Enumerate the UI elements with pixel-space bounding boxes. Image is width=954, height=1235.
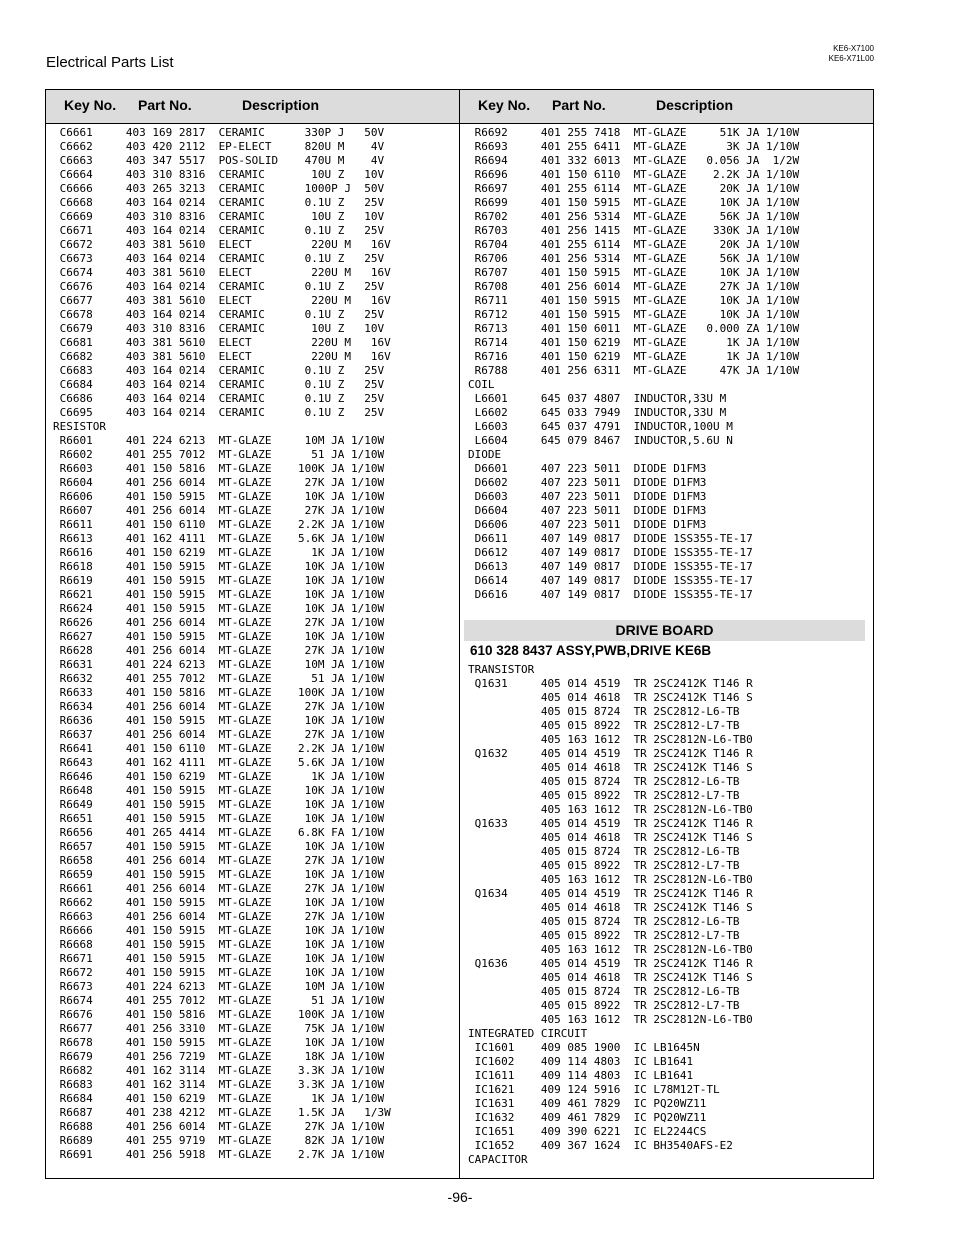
part-row: R6616 401 150 6219 MT-GLAZE 1K JA 1/10W (53, 546, 385, 559)
page-title: Electrical Parts List (46, 54, 174, 71)
column-divider (459, 90, 460, 1178)
part-row: L6602 645 033 7949 INDUCTOR,33U M (468, 406, 727, 419)
part-row: R6601 401 224 6213 MT-GLAZE 10M JA 1/10W (53, 434, 385, 447)
assy-line: 610 328 8437 ASSY,PWB,DRIVE KE6B (470, 643, 712, 658)
part-row: L6603 645 037 4791 INDUCTOR,100U M (468, 420, 733, 433)
part-row: R6602 401 255 7012 MT-GLAZE 51 JA 1/10W (53, 448, 385, 461)
part-row: R6628 401 256 6014 MT-GLAZE 27K JA 1/10W (53, 644, 385, 657)
part-row: D6604 407 223 5011 DIODE D1FM3 (468, 504, 707, 517)
part-row: R6704 401 255 6114 MT-GLAZE 20K JA 1/10W (468, 238, 800, 251)
part-row: 405 014 4618 TR 2SC2412K T146 S (468, 971, 753, 984)
part-row: R6603 401 150 5816 MT-GLAZE 100K JA 1/10W (53, 462, 385, 475)
part-row: C6677 403 381 5610 ELECT 220U M 16V (53, 294, 391, 307)
part-row: IC1652 409 367 1624 IC BH3540AFS-E2 (468, 1139, 733, 1152)
part-row: R6671 401 150 5915 MT-GLAZE 10K JA 1/10W (53, 952, 385, 965)
part-row: R6684 401 150 6219 MT-GLAZE 1K JA 1/10W (53, 1092, 385, 1105)
part-row: R6626 401 256 6014 MT-GLAZE 27K JA 1/10W (53, 616, 385, 629)
part-row: R6788 401 256 6311 MT-GLAZE 47K JA 1/10W (468, 364, 800, 377)
part-row: C6686 403 164 0214 CERAMIC 0.1U Z 25V (53, 392, 385, 405)
part-row: 405 015 8922 TR 2SC2812-L7-TB (468, 789, 740, 802)
part-row: R6691 401 256 5918 MT-GLAZE 2.7K JA 1/10W (53, 1148, 385, 1161)
part-row: R6674 401 255 7012 MT-GLAZE 51 JA 1/10W (53, 994, 385, 1007)
part-row: 405 163 1612 TR 2SC2812N-L6-TB0 (468, 873, 753, 886)
part-row: 405 014 4618 TR 2SC2412K T146 S (468, 761, 753, 774)
part-row: R6682 401 162 3114 MT-GLAZE 3.3K JA 1/10W (53, 1064, 385, 1077)
part-row: R6656 401 265 4414 MT-GLAZE 6.8K FA 1/10W (53, 826, 385, 839)
part-row: R6643 401 162 4111 MT-GLAZE 5.6K JA 1/10W (53, 756, 385, 769)
part-row: IC1632 409 461 7829 IC PQ20WZ11 (468, 1111, 707, 1124)
part-row: C6683 403 164 0214 CERAMIC 0.1U Z 25V (53, 364, 385, 377)
part-row: RESISTOR (53, 420, 106, 433)
part-row: 405 014 4618 TR 2SC2412K T146 S (468, 831, 753, 844)
part-row: C6661 403 169 2817 CERAMIC 330P J 50V (53, 126, 385, 139)
part-row: 405 015 8724 TR 2SC2812-L6-TB (468, 985, 740, 998)
part-row: R6627 401 150 5915 MT-GLAZE 10K JA 1/10W (53, 630, 385, 643)
part-row: R6658 401 256 6014 MT-GLAZE 27K JA 1/10W (53, 854, 385, 867)
drive-board-title: DRIVE BOARD (615, 622, 714, 638)
part-row: D6612 407 149 0817 DIODE 1SS355-TE-17 (468, 546, 753, 559)
part-row: R6668 401 150 5915 MT-GLAZE 10K JA 1/10W (53, 938, 385, 951)
right-column-drive-board (468, 663, 753, 1167)
part-row: R6707 401 150 5915 MT-GLAZE 10K JA 1/10W (468, 266, 800, 279)
header-description: Description (656, 97, 734, 113)
part-row: 405 015 8724 TR 2SC2812-L6-TB (468, 705, 740, 718)
part-row: R6714 401 150 6219 MT-GLAZE 1K JA 1/10W (468, 336, 800, 349)
part-row: R6683 401 162 3114 MT-GLAZE 3.3K JA 1/10W (53, 1078, 385, 1091)
part-row: C6682 403 381 5610 ELECT 220U M 16V (53, 350, 391, 363)
part-row: D6602 407 223 5011 DIODE D1FM3 (468, 476, 707, 489)
part-row: C6672 403 381 5610 ELECT 220U M 16V (53, 238, 391, 251)
part-row: R6611 401 150 6110 MT-GLAZE 2.2K JA 1/10W (53, 518, 385, 531)
part-row: 405 015 8724 TR 2SC2812-L6-TB (468, 845, 740, 858)
part-row: Q1632 405 014 4519 TR 2SC2412K T146 R (468, 747, 753, 760)
part-row: DIODE (468, 448, 502, 461)
part-row: R6687 401 238 4212 MT-GLAZE 1.5K JA 1/3W (53, 1106, 391, 1119)
model-number: KE6-X7100 (833, 44, 874, 53)
part-row: C6679 403 310 8316 CERAMIC 10U Z 10V (53, 322, 385, 335)
part-row: R6676 401 150 5816 MT-GLAZE 100K JA 1/10W (53, 1008, 385, 1021)
part-row: IC1651 409 390 6221 IC EL2244CS (468, 1125, 707, 1138)
part-row: C6666 403 265 3213 CERAMIC 1000P J 50V (53, 182, 385, 195)
header-part-no: Part No. (138, 97, 192, 113)
part-row: IC1611 409 114 4803 IC LB1641 (468, 1069, 694, 1082)
part-row: C6668 403 164 0214 CERAMIC 0.1U Z 25V (53, 196, 385, 209)
part-row: D6601 407 223 5011 DIODE D1FM3 (468, 462, 707, 475)
part-row: C6673 403 164 0214 CERAMIC 0.1U Z 25V (53, 252, 385, 265)
part-row: R6713 401 150 6011 MT-GLAZE 0.000 ZA 1/10W (468, 322, 800, 335)
part-row: 405 015 8922 TR 2SC2812-L7-TB (468, 999, 740, 1012)
page-number: -96- (447, 1189, 473, 1205)
part-row: 405 014 4618 TR 2SC2412K T146 S (468, 901, 753, 914)
part-row: C6695 403 164 0214 CERAMIC 0.1U Z 25V (53, 406, 385, 419)
part-row: R6632 401 255 7012 MT-GLAZE 51 JA 1/10W (53, 672, 385, 685)
part-row: Q1636 405 014 4519 TR 2SC2412K T146 R (468, 957, 753, 970)
header-description: Description (242, 97, 320, 113)
part-row: C6662 403 420 2112 EP-ELECT 820U M 4V (53, 140, 385, 153)
part-row: R6636 401 150 5915 MT-GLAZE 10K JA 1/10W (53, 714, 385, 727)
part-row: L6604 645 079 8467 INDUCTOR,5.6U N (468, 434, 733, 447)
part-row: R6689 401 255 9719 MT-GLAZE 82K JA 1/10W (53, 1134, 385, 1147)
part-row: R6697 401 255 6114 MT-GLAZE 20K JA 1/10W (468, 182, 800, 195)
part-row: R6678 401 150 5915 MT-GLAZE 10K JA 1/10W (53, 1036, 385, 1049)
part-row: R6657 401 150 5915 MT-GLAZE 10K JA 1/10W (53, 840, 385, 853)
part-row: R6646 401 150 6219 MT-GLAZE 1K JA 1/10W (53, 770, 385, 783)
part-row: C6684 403 164 0214 CERAMIC 0.1U Z 25V (53, 378, 385, 391)
part-row: R6637 401 256 6014 MT-GLAZE 27K JA 1/10W (53, 728, 385, 741)
part-row: D6603 407 223 5011 DIODE D1FM3 (468, 490, 707, 503)
part-row: R6662 401 150 5915 MT-GLAZE 10K JA 1/10W (53, 896, 385, 909)
part-row: C6671 403 164 0214 CERAMIC 0.1U Z 25V (53, 224, 385, 237)
part-row: R6711 401 150 5915 MT-GLAZE 10K JA 1/10W (468, 294, 800, 307)
part-row: INTEGRATED CIRCUIT (468, 1027, 588, 1040)
part-row: C6669 403 310 8316 CERAMIC 10U Z 10V (53, 210, 385, 223)
part-row: 405 163 1612 TR 2SC2812N-L6-TB0 (468, 943, 753, 956)
part-row: R6618 401 150 5915 MT-GLAZE 10K JA 1/10W (53, 560, 385, 573)
part-row: R6621 401 150 5915 MT-GLAZE 10K JA 1/10W (53, 588, 385, 601)
part-row: 405 014 4618 TR 2SC2412K T146 S (468, 691, 753, 704)
part-row: Q1633 405 014 4519 TR 2SC2412K T146 R (468, 817, 753, 830)
part-row: R6666 401 150 5915 MT-GLAZE 10K JA 1/10W (53, 924, 385, 937)
part-row: 405 163 1612 TR 2SC2812N-L6-TB0 (468, 1013, 753, 1026)
part-row: IC1621 409 124 5916 IC L78M12T-TL (468, 1083, 720, 1096)
part-row: R6679 401 256 7219 MT-GLAZE 18K JA 1/10W (53, 1050, 385, 1063)
part-row: C6663 403 347 5517 POS-SOLID 470U M 4V (53, 154, 385, 167)
part-row: R6619 401 150 5915 MT-GLAZE 10K JA 1/10W (53, 574, 385, 587)
part-row: IC1601 409 085 1900 IC LB1645N (468, 1041, 700, 1054)
part-row: D6606 407 223 5011 DIODE D1FM3 (468, 518, 707, 531)
part-row: R6706 401 256 5314 MT-GLAZE 56K JA 1/10W (468, 252, 800, 265)
model-numbers (829, 44, 874, 64)
part-row: COIL (468, 378, 495, 391)
part-row: R6677 401 256 3310 MT-GLAZE 75K JA 1/10W (53, 1022, 385, 1035)
part-row: D6616 407 149 0817 DIODE 1SS355-TE-17 (468, 588, 753, 601)
part-row: C6678 403 164 0214 CERAMIC 0.1U Z 25V (53, 308, 385, 321)
part-row: R6661 401 256 6014 MT-GLAZE 27K JA 1/10W (53, 882, 385, 895)
part-row: R6692 401 255 7418 MT-GLAZE 51K JA 1/10W (468, 126, 800, 139)
part-row: R6693 401 255 6411 MT-GLAZE 3K JA 1/10W (468, 140, 800, 153)
part-row: 405 163 1612 TR 2SC2812N-L6-TB0 (468, 733, 753, 746)
part-row: R6641 401 150 6110 MT-GLAZE 2.2K JA 1/10W (53, 742, 385, 755)
part-row: R6703 401 256 1415 MT-GLAZE 330K JA 1/10W (468, 224, 800, 237)
part-row: 405 163 1612 TR 2SC2812N-L6-TB0 (468, 803, 753, 816)
header-part-no: Part No. (552, 97, 606, 113)
part-row: Q1631 405 014 4519 TR 2SC2412K T146 R (468, 677, 753, 690)
part-row: D6611 407 149 0817 DIODE 1SS355-TE-17 (468, 532, 753, 545)
part-row: R6716 401 150 6219 MT-GLAZE 1K JA 1/10W (468, 350, 800, 363)
part-row: Q1634 405 014 4519 TR 2SC2412K T146 R (468, 887, 753, 900)
header-key-no: Key No. (478, 97, 531, 113)
part-row: 405 015 8724 TR 2SC2812-L6-TB (468, 915, 740, 928)
part-row: IC1602 409 114 4803 IC LB1641 (468, 1055, 694, 1068)
part-row: R6659 401 150 5915 MT-GLAZE 10K JA 1/10W (53, 868, 385, 881)
part-row: D6614 407 149 0817 DIODE 1SS355-TE-17 (468, 574, 753, 587)
parts-table (45, 89, 874, 1179)
part-row: R6694 401 332 6013 MT-GLAZE 0.056 JA 1/2W (468, 154, 800, 167)
part-row: R6672 401 150 5915 MT-GLAZE 10K JA 1/10W (53, 966, 385, 979)
part-row: R6606 401 150 5915 MT-GLAZE 10K JA 1/10W (53, 490, 385, 503)
drive-board-header (464, 620, 865, 641)
part-row: R6604 401 256 6014 MT-GLAZE 27K JA 1/10W (53, 476, 385, 489)
part-row: R6663 401 256 6014 MT-GLAZE 27K JA 1/10W (53, 910, 385, 923)
part-row: R6673 401 224 6213 MT-GLAZE 10M JA 1/10W (53, 980, 385, 993)
part-row: R6624 401 150 5915 MT-GLAZE 10K JA 1/10W (53, 602, 385, 615)
part-row: C6674 403 381 5610 ELECT 220U M 16V (53, 266, 391, 279)
right-column (468, 126, 799, 602)
part-row: 405 015 8922 TR 2SC2812-L7-TB (468, 859, 740, 872)
part-row: R6631 401 224 6213 MT-GLAZE 10M JA 1/10W (53, 658, 385, 671)
part-row: R6651 401 150 5915 MT-GLAZE 10K JA 1/10W (53, 812, 385, 825)
part-row: R6607 401 256 6014 MT-GLAZE 27K JA 1/10W (53, 504, 385, 517)
part-row: R6708 401 256 6014 MT-GLAZE 27K JA 1/10W (468, 280, 800, 293)
part-row: TRANSISTOR (468, 663, 535, 676)
part-row: IC1631 409 461 7829 IC PQ20WZ11 (468, 1097, 707, 1110)
part-row: R6634 401 256 6014 MT-GLAZE 27K JA 1/10W (53, 700, 385, 713)
part-row: R6649 401 150 5915 MT-GLAZE 10K JA 1/10W (53, 798, 385, 811)
part-row: R6648 401 150 5915 MT-GLAZE 10K JA 1/10W (53, 784, 385, 797)
part-row: 405 015 8724 TR 2SC2812-L6-TB (468, 775, 740, 788)
part-row: R6696 401 150 6110 MT-GLAZE 2.2K JA 1/10W (468, 168, 800, 181)
part-row: C6681 403 381 5610 ELECT 220U M 16V (53, 336, 391, 349)
part-row: C6664 403 310 8316 CERAMIC 10U Z 10V (53, 168, 385, 181)
part-row: CAPACITOR (468, 1153, 528, 1166)
part-row: R6702 401 256 5314 MT-GLAZE 56K JA 1/10W (468, 210, 800, 223)
part-row: L6601 645 037 4807 INDUCTOR,33U M (468, 392, 727, 405)
part-row: D6613 407 149 0817 DIODE 1SS355-TE-17 (468, 560, 753, 573)
part-row: R6712 401 150 5915 MT-GLAZE 10K JA 1/10W (468, 308, 800, 321)
left-column (53, 126, 391, 1162)
part-row: R6688 401 256 6014 MT-GLAZE 27K JA 1/10W (53, 1120, 385, 1133)
part-row: R6699 401 150 5915 MT-GLAZE 10K JA 1/10W (468, 196, 800, 209)
part-row: 405 015 8922 TR 2SC2812-L7-TB (468, 929, 740, 942)
part-row: R6613 401 162 4111 MT-GLAZE 5.6K JA 1/10W (53, 532, 385, 545)
model-number: KE6-X71L00 (828, 54, 874, 63)
part-row: 405 015 8922 TR 2SC2812-L7-TB (468, 719, 740, 732)
header-key-no: Key No. (64, 97, 117, 113)
part-row: C6676 403 164 0214 CERAMIC 0.1U Z 25V (53, 280, 385, 293)
part-row: R6633 401 150 5816 MT-GLAZE 100K JA 1/10W (53, 686, 385, 699)
